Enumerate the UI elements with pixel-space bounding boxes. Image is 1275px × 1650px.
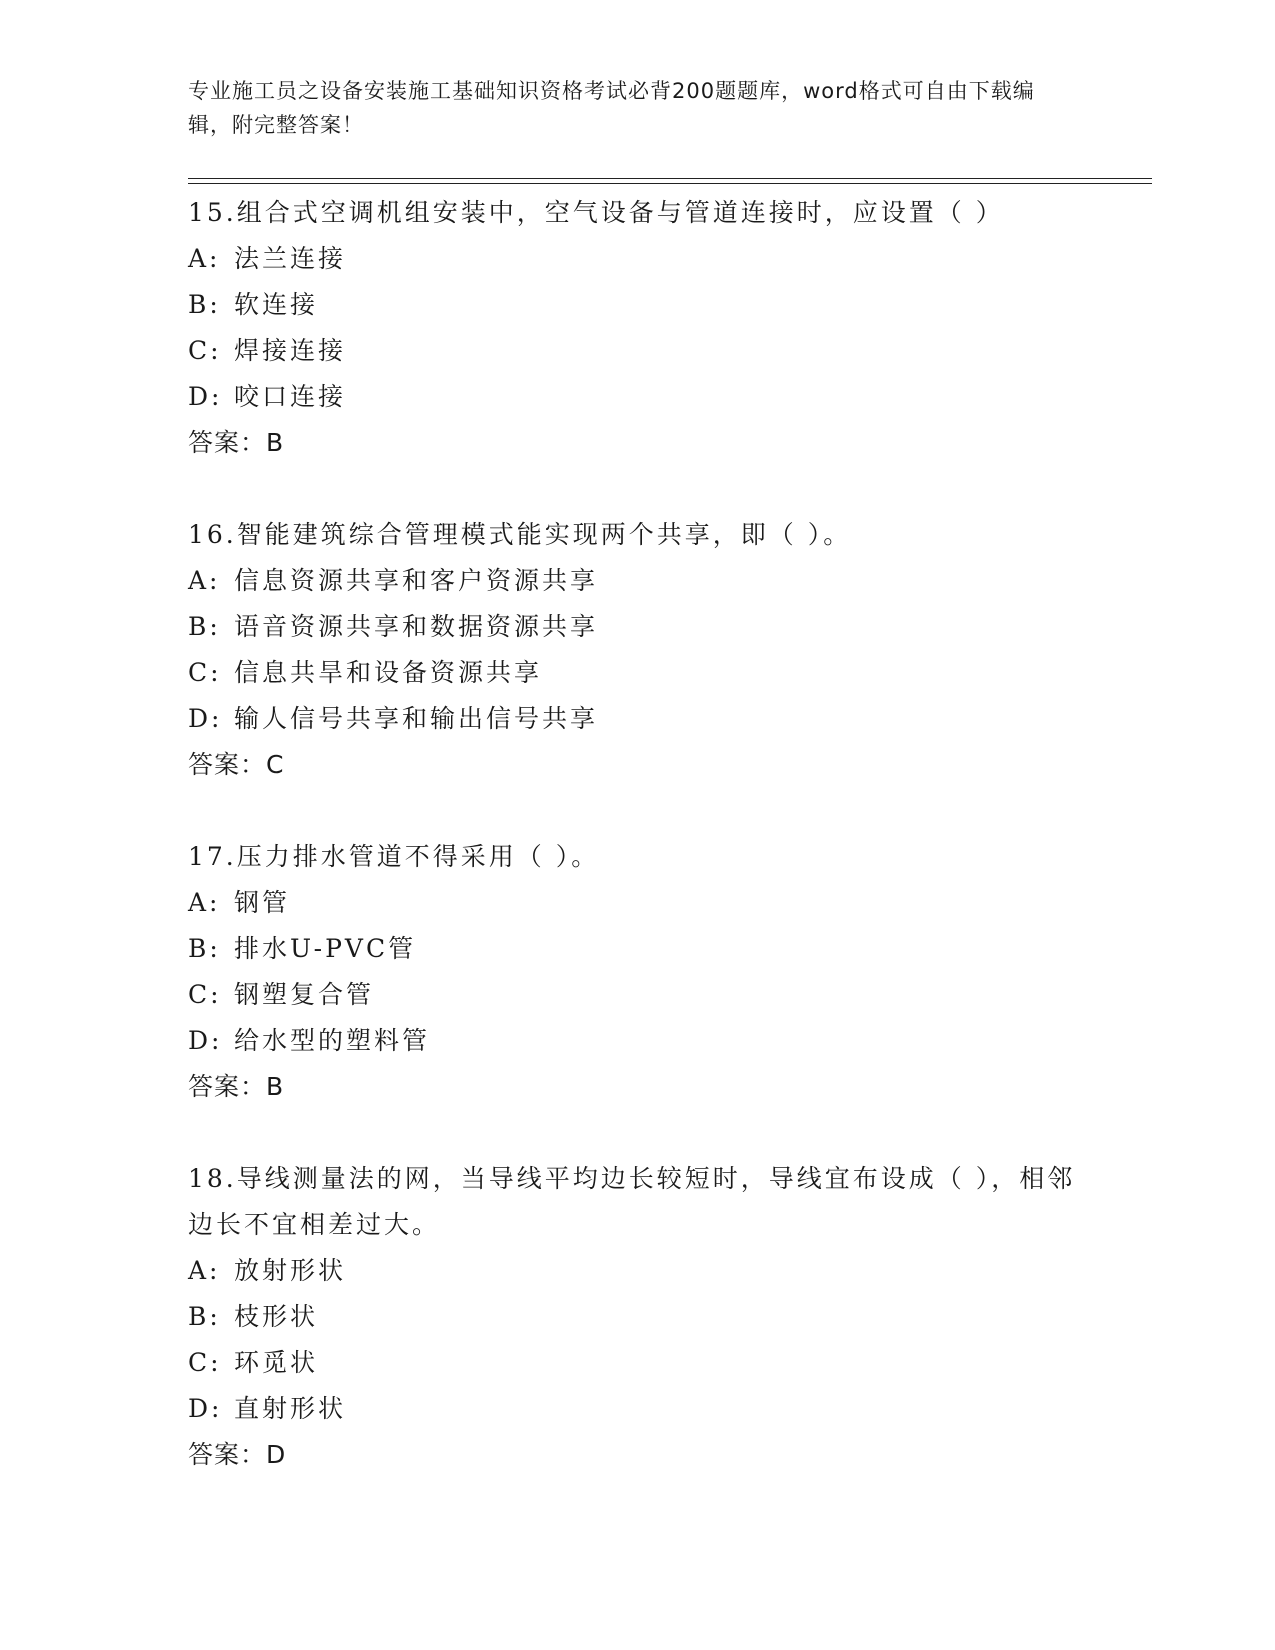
option-d: [188, 696, 1088, 742]
answer-line: 答案：B: [188, 428, 285, 457]
option-key: B:: [188, 934, 221, 963]
question-stem: 18.导线测量法的网，当导线平均边长较短时，导线宜布设成（ ），相邻边长不宜相差过大。: [188, 1164, 1076, 1239]
question-list: [188, 190, 1088, 1524]
question-16: [188, 512, 1088, 788]
option-key: A:: [188, 566, 221, 595]
option-text: 软连接: [234, 290, 319, 319]
option-text: 枝形状: [234, 1302, 319, 1331]
option-text: 直射形状: [234, 1394, 347, 1423]
option-key: B:: [188, 612, 221, 641]
option-text: 信息资源共享和客户资源共享: [234, 566, 599, 595]
option-key: B:: [188, 290, 221, 319]
option-text: 焊接连接: [234, 336, 347, 365]
answer-line: 答案：C: [188, 750, 285, 779]
option-text: 钢塑复合管: [234, 980, 375, 1009]
option-a: [188, 1248, 1088, 1294]
option-key: D:: [188, 382, 223, 411]
option-b: [188, 604, 1088, 650]
option-text: 钢管: [234, 888, 291, 917]
option-key: D:: [188, 704, 223, 733]
option-text: 放射形状: [234, 1256, 347, 1285]
answer-line: 答案：B: [188, 1072, 285, 1101]
option-a: [188, 558, 1088, 604]
option-c: [188, 328, 1088, 374]
header-divider-top: [188, 178, 1152, 179]
option-a: [188, 236, 1088, 282]
option-text: 输人信号共享和输出信号共享: [234, 704, 599, 733]
option-key: A:: [188, 888, 221, 917]
option-key: C:: [188, 658, 222, 687]
option-d: [188, 1018, 1088, 1064]
question-stem: 15.组合式空调机组安装中，空气设备与管道连接时，应设置（ ）: [188, 198, 1004, 227]
option-key: C:: [188, 336, 222, 365]
option-text: 环觅状: [234, 1348, 319, 1377]
option-text: 咬口连接: [234, 382, 347, 411]
option-b: [188, 1294, 1088, 1340]
option-text: 信息共旱和设备资源共享: [234, 658, 543, 687]
option-text: 法兰连接: [234, 244, 347, 273]
option-key: A:: [188, 1256, 221, 1285]
question-18: [188, 1156, 1088, 1478]
option-text: 给水型的塑料管: [234, 1026, 431, 1055]
option-key: C:: [188, 1348, 222, 1377]
answer-line: 答案：D: [188, 1440, 287, 1469]
option-c: [188, 1340, 1088, 1386]
option-key: D:: [188, 1394, 223, 1423]
option-key: B:: [188, 1302, 221, 1331]
option-text: 语音资源共享和数据资源共享: [234, 612, 599, 641]
question-17: [188, 834, 1088, 1110]
option-key: A:: [188, 244, 221, 273]
header-divider-bottom: [188, 183, 1152, 184]
option-c: [188, 972, 1088, 1018]
option-text: 排水U-PVC管: [234, 934, 417, 963]
option-c: [188, 650, 1088, 696]
question-stem: 16.智能建筑综合管理模式能实现两个共享，即（ ）。: [188, 520, 852, 549]
question-stem: 17.压力排水管道不得采用（ ）。: [188, 842, 600, 871]
option-d: [188, 374, 1088, 420]
option-key: D:: [188, 1026, 223, 1055]
option-d: [188, 1386, 1088, 1432]
question-15: [188, 190, 1088, 466]
option-key: C:: [188, 980, 222, 1009]
option-b: [188, 282, 1088, 328]
option-b: [188, 926, 1088, 972]
option-a: [188, 880, 1088, 926]
header-note: 专业施工员之设备安装施工基础知识资格考试必背200题题库，word格式可自由下载编辑，附完整答案！: [188, 79, 1035, 137]
